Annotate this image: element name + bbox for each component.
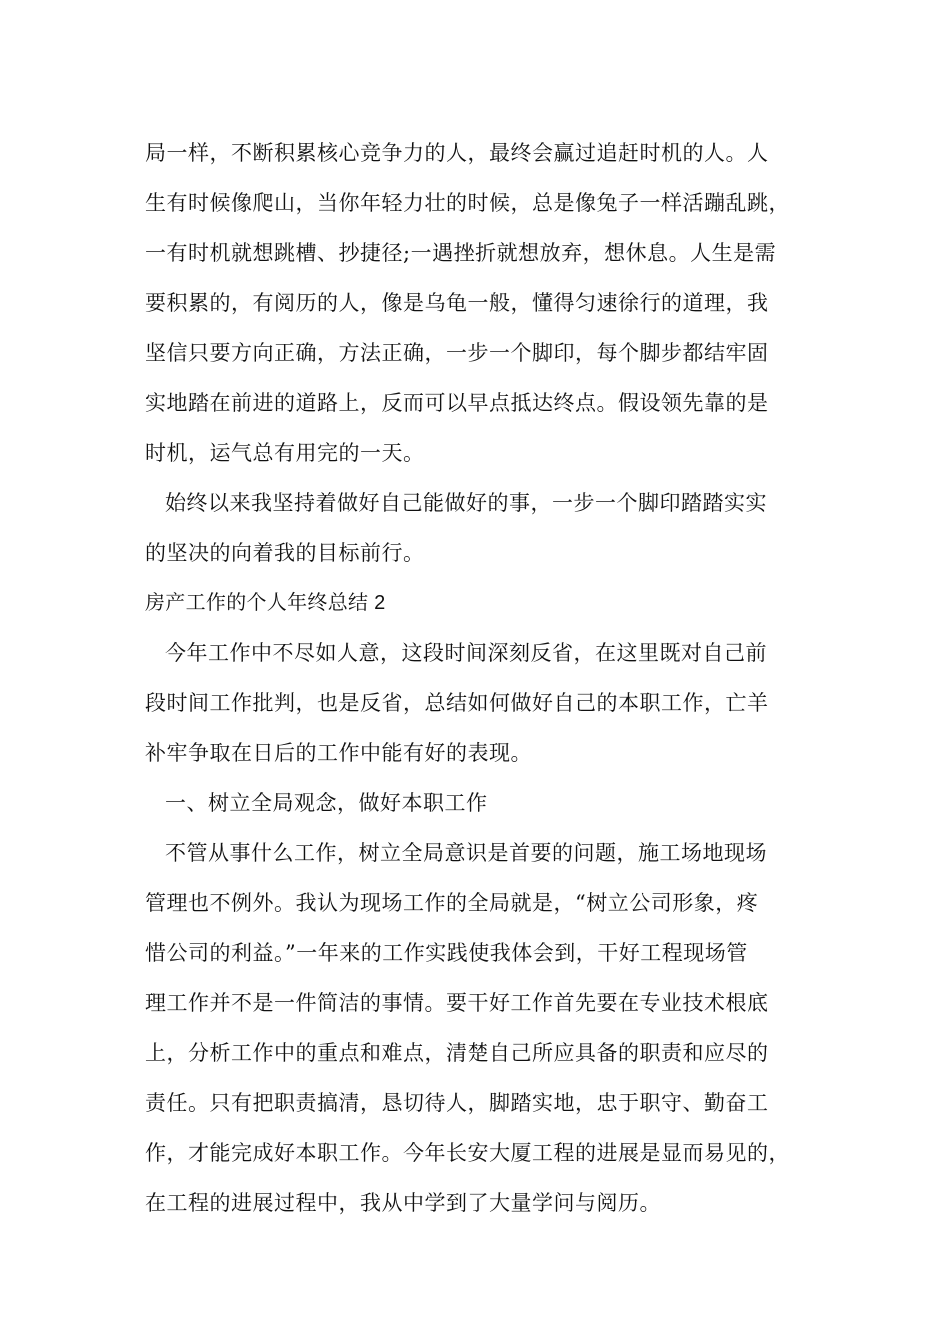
section-heading: 房产工作的个人年终总结 2 — [145, 592, 386, 614]
document-body — [145, 128, 815, 1228]
text-line: 今年工作中不尽如人意，这段时间深刻反省，在这里既对自己前 — [165, 641, 767, 665]
paragraph-2 — [145, 478, 815, 578]
text-line: 始终以来我坚持着做好自己能做好的事，一步一个脚印踏踏实实 — [165, 491, 767, 515]
text-line: 惜公司的利益。”一年来的工作实践使我体会到，干好工程现场管 — [145, 941, 748, 965]
text-line: 责任。只有把职责搞清，恳切待人，脚踏实地，忠于职守、勤奋工 — [145, 1091, 769, 1115]
text-line: 补牢争取在日后的工作中能有好的表现。 — [145, 741, 532, 765]
paragraph-3 — [145, 628, 815, 778]
text-line: 要积累的，有阅历的人，像是乌龟一般，懂得匀速徐行的道理，我 — [145, 291, 769, 315]
text-line: 生有时候像爬山，当你年轻力壮的时候，总是像兔子一样活蹦乱跳， — [145, 191, 790, 215]
text-line: 时机，运气总有用完的一天。 — [145, 441, 425, 465]
text-line: 不管从事什么工作，树立全局意识是首要的问题，施工场地现场 — [165, 841, 767, 865]
text-line: 一有时机就想跳槽、抄捷径;一遇挫折就想放弃，想休息。人生是需 — [145, 241, 777, 265]
text-line: 理工作并不是一件简洁的事情。要干好工作首先要在专业技术根底 — [145, 991, 769, 1015]
text-line: 管理也不例外。我认为现场工作的全局就是，“树立公司形象，疼 — [145, 891, 759, 915]
paragraph-4 — [145, 828, 815, 1228]
text-line: 作，才能完成好本职工作。今年长安大厦工程的进展是显而易见的， — [145, 1141, 790, 1165]
paragraph-1 — [145, 128, 815, 478]
text-line: 实地踏在前进的道路上，反而可以早点抵达终点。假设领先靠的是 — [145, 391, 769, 415]
text-line: 上，分析工作中的重点和难点，清楚自己所应具备的职责和应尽的 — [145, 1041, 769, 1065]
text-line: 局一样，不断积累核心竞争力的人，最终会赢过追赶时机的人。人 — [145, 141, 769, 165]
subsection-title: 一、树立全局观念，做好本职工作 — [165, 791, 488, 815]
text-line: 段时间工作批判，也是反省，总结如何做好自己的本职工作，亡羊 — [145, 691, 769, 715]
text-line: 坚信只要方向正确，方法正确，一步一个脚印，每个脚步都结牢固 — [145, 341, 769, 365]
text-line: 的坚决的向着我的目标前行。 — [145, 541, 425, 565]
text-line: 在工程的进展过程中，我从中学到了大量学问与阅历。 — [145, 1191, 661, 1215]
